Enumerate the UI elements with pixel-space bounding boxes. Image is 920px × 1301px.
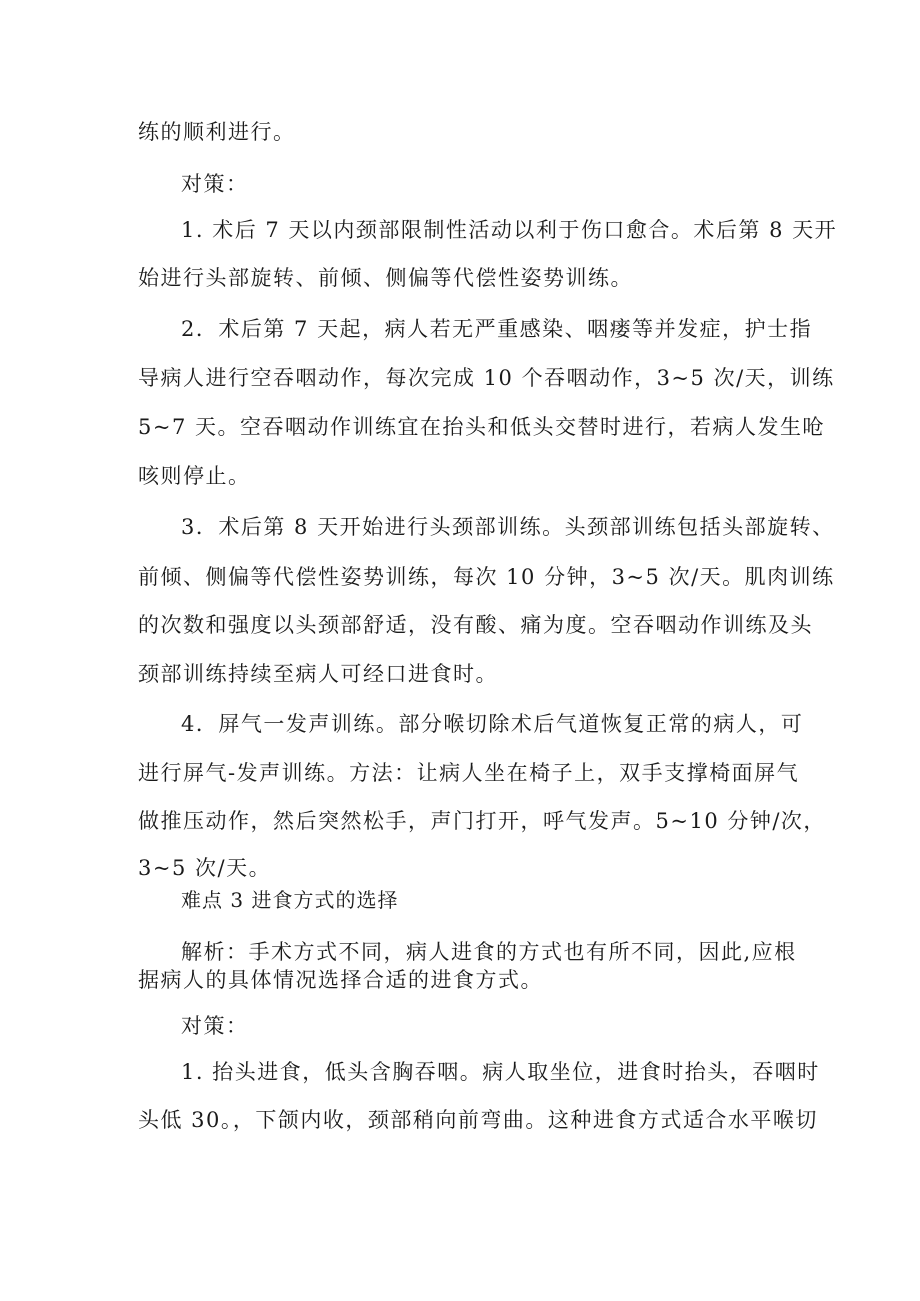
paragraph-line: 前倾、侧偏等代偿性姿势训练，每次 10 分钟，3~5 次/天。肌肉训练 bbox=[138, 565, 835, 589]
paragraph-line: 解析：手术方式不同，病人进食的方式也有所不同，因此,应根 bbox=[181, 940, 797, 964]
paragraph-line: 头低 30。，下颌内收，颈部稍向前弯曲。这种进食方式适合水平喉切 bbox=[138, 1108, 818, 1132]
section-heading-difficulty-3: 难点 3 进食方式的选择 bbox=[181, 888, 399, 912]
paragraph-line: 颈部训练持续至病人可经口进食时。 bbox=[138, 662, 498, 686]
paragraph-line: 1. 抬头进食，低头含胸吞咽。病人取坐位，进食时抬头，吞咽时 bbox=[181, 1060, 820, 1084]
paragraph-line: 进行屏气-发声训练。方法：让病人坐在椅子上，双手支撑椅面屏气 bbox=[138, 761, 800, 785]
paragraph-line: 4．屏气一发声训练。部分喉切除术后气道恢复正常的病人，可 bbox=[181, 712, 804, 736]
paragraph-line: 导病人进行空吞咽动作，每次完成 10 个吞咽动作，3~5 次/天，训练 bbox=[138, 366, 835, 390]
paragraph-line: 始进行头部旋转、前倾、侧偏等代偿性姿势训练。 bbox=[138, 266, 633, 290]
paragraph-line: 2．术后第 7 天起，病人若无严重感染、咽瘘等并发症，护士指 bbox=[181, 317, 813, 341]
paragraph-line: 咳则停止。 bbox=[138, 464, 251, 488]
paragraph-line: 的次数和强度以头颈部舒适，没有酸、痛为度。空吞咽动作训练及头 bbox=[138, 613, 813, 637]
paragraph-line: 5~7 天。空吞咽动作训练宜在抬头和低头交替时进行，若病人发生呛 bbox=[138, 415, 825, 439]
paragraph-line: 3．术后第 8 天开始进行头颈部训练。头颈部训练包括头部旋转、 bbox=[181, 515, 835, 539]
paragraph-line: 练的顺利进行。 bbox=[138, 120, 296, 144]
paragraph-line: 据病人的具体情况选择合适的进食方式。 bbox=[138, 968, 543, 992]
paragraph-line: 3~5 次/天。 bbox=[138, 856, 272, 880]
paragraph-line: 做推压动作，然后突然松手，声门打开，呼气发声。5~10 分钟/次， bbox=[138, 809, 826, 833]
section-label-countermeasures: 对策： bbox=[181, 172, 249, 196]
section-label-countermeasures: 对策： bbox=[181, 1014, 249, 1038]
paragraph-line: 1. 术后 7 天以内颈部限制性活动以利于伤口愈合。术后第 8 天开 bbox=[181, 218, 838, 242]
